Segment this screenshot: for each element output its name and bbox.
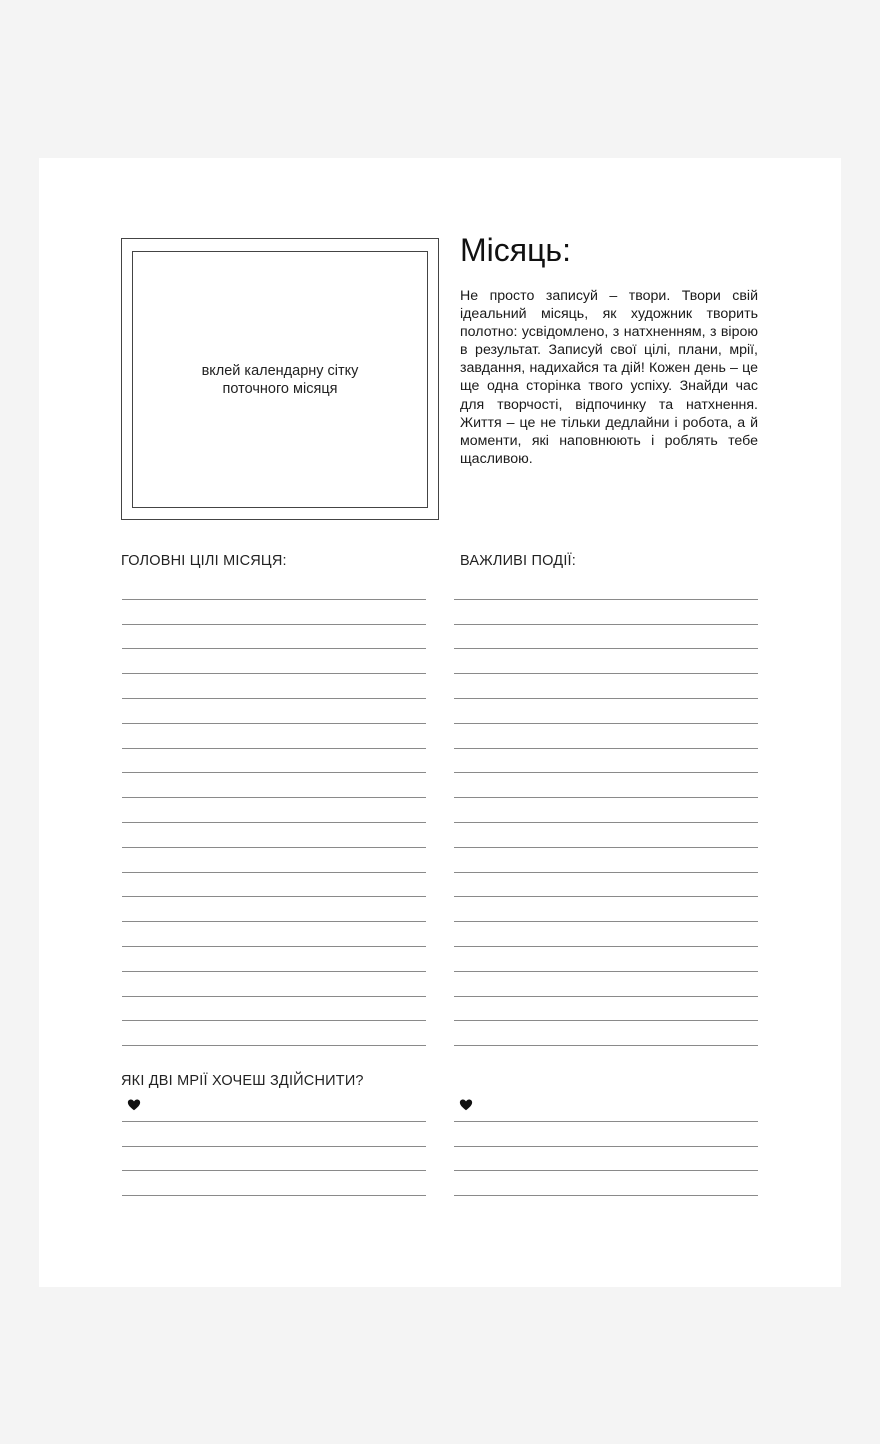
intro-paragraph: Не просто записуй – твори. Твори свій ідеальний місяць, як художник творить полотно: усвідомлено, з натхненням, з вірою в результат. Записуй свої цілі, плани, мрії, завдання, надихайся та дій! Кожен день – це ще одна сторінка твого успіху. Знайди час для творчості, відпочинку та натхнення. Життя – це не тільки дедлайни і робота, а й моменти, які наповнюють і роблять тебе щасливою. (460, 288, 758, 467)
writing-line[interactable] (122, 600, 426, 625)
writing-line[interactable] (454, 897, 758, 922)
writing-line[interactable] (454, 873, 758, 898)
goals-lines[interactable] (122, 575, 426, 1046)
writing-line[interactable] (454, 1171, 758, 1196)
writing-line[interactable] (454, 575, 758, 600)
heart-icon (459, 1098, 473, 1112)
writing-line[interactable] (454, 600, 758, 625)
dreams-left-lines[interactable] (122, 1097, 426, 1196)
writing-line[interactable] (122, 997, 426, 1022)
writing-line[interactable] (454, 773, 758, 798)
writing-line[interactable] (122, 922, 426, 947)
writing-line[interactable] (454, 947, 758, 972)
writing-line[interactable] (122, 625, 426, 650)
writing-line[interactable] (122, 773, 426, 798)
writing-line[interactable] (454, 972, 758, 997)
writing-line[interactable] (454, 1021, 758, 1046)
writing-line[interactable] (122, 649, 426, 674)
writing-line[interactable] (454, 699, 758, 724)
writing-line[interactable] (122, 1147, 426, 1172)
writing-line[interactable] (454, 798, 758, 823)
heart-icon (127, 1098, 141, 1112)
writing-line[interactable] (454, 724, 758, 749)
writing-line[interactable] (122, 749, 426, 774)
writing-line[interactable] (454, 922, 758, 947)
writing-line[interactable] (122, 1021, 426, 1046)
writing-line[interactable] (122, 897, 426, 922)
writing-line[interactable] (454, 749, 758, 774)
dreams-heading: ЯКІ ДВІ МРІЇ ХОЧЕШ ЗДІЙСНИТИ? (121, 1073, 364, 1089)
writing-line[interactable] (454, 625, 758, 650)
writing-line[interactable] (122, 798, 426, 823)
calendar-paste-inner-box (132, 251, 428, 508)
goals-heading: ГОЛОВНІ ЦІЛІ МІСЯЦЯ: (121, 553, 287, 569)
writing-line[interactable] (454, 1122, 758, 1147)
writing-line[interactable] (454, 848, 758, 873)
page-title: Місяць: (460, 232, 571, 268)
writing-line[interactable] (122, 724, 426, 749)
writing-line[interactable] (122, 972, 426, 997)
writing-line[interactable] (454, 1097, 758, 1122)
writing-line[interactable] (122, 674, 426, 699)
writing-line[interactable] (454, 649, 758, 674)
writing-line[interactable] (454, 823, 758, 848)
writing-line[interactable] (454, 674, 758, 699)
writing-line[interactable] (454, 997, 758, 1022)
writing-line[interactable] (122, 947, 426, 972)
writing-line[interactable] (122, 873, 426, 898)
writing-line[interactable] (122, 848, 426, 873)
events-lines[interactable] (454, 575, 758, 1046)
calendar-instruction: вклей календарну сітку поточного місяця (201, 362, 359, 397)
writing-line[interactable] (454, 1147, 758, 1172)
writing-line[interactable] (122, 1122, 426, 1147)
calendar-paste-box (121, 238, 439, 520)
writing-line[interactable] (122, 1097, 426, 1122)
events-heading: ВАЖЛИВІ ПОДІЇ: (460, 553, 577, 569)
writing-line[interactable] (122, 823, 426, 848)
writing-line[interactable] (122, 1171, 426, 1196)
dreams-right-lines[interactable] (454, 1097, 758, 1196)
writing-line[interactable] (122, 699, 426, 724)
writing-line[interactable] (122, 575, 426, 600)
